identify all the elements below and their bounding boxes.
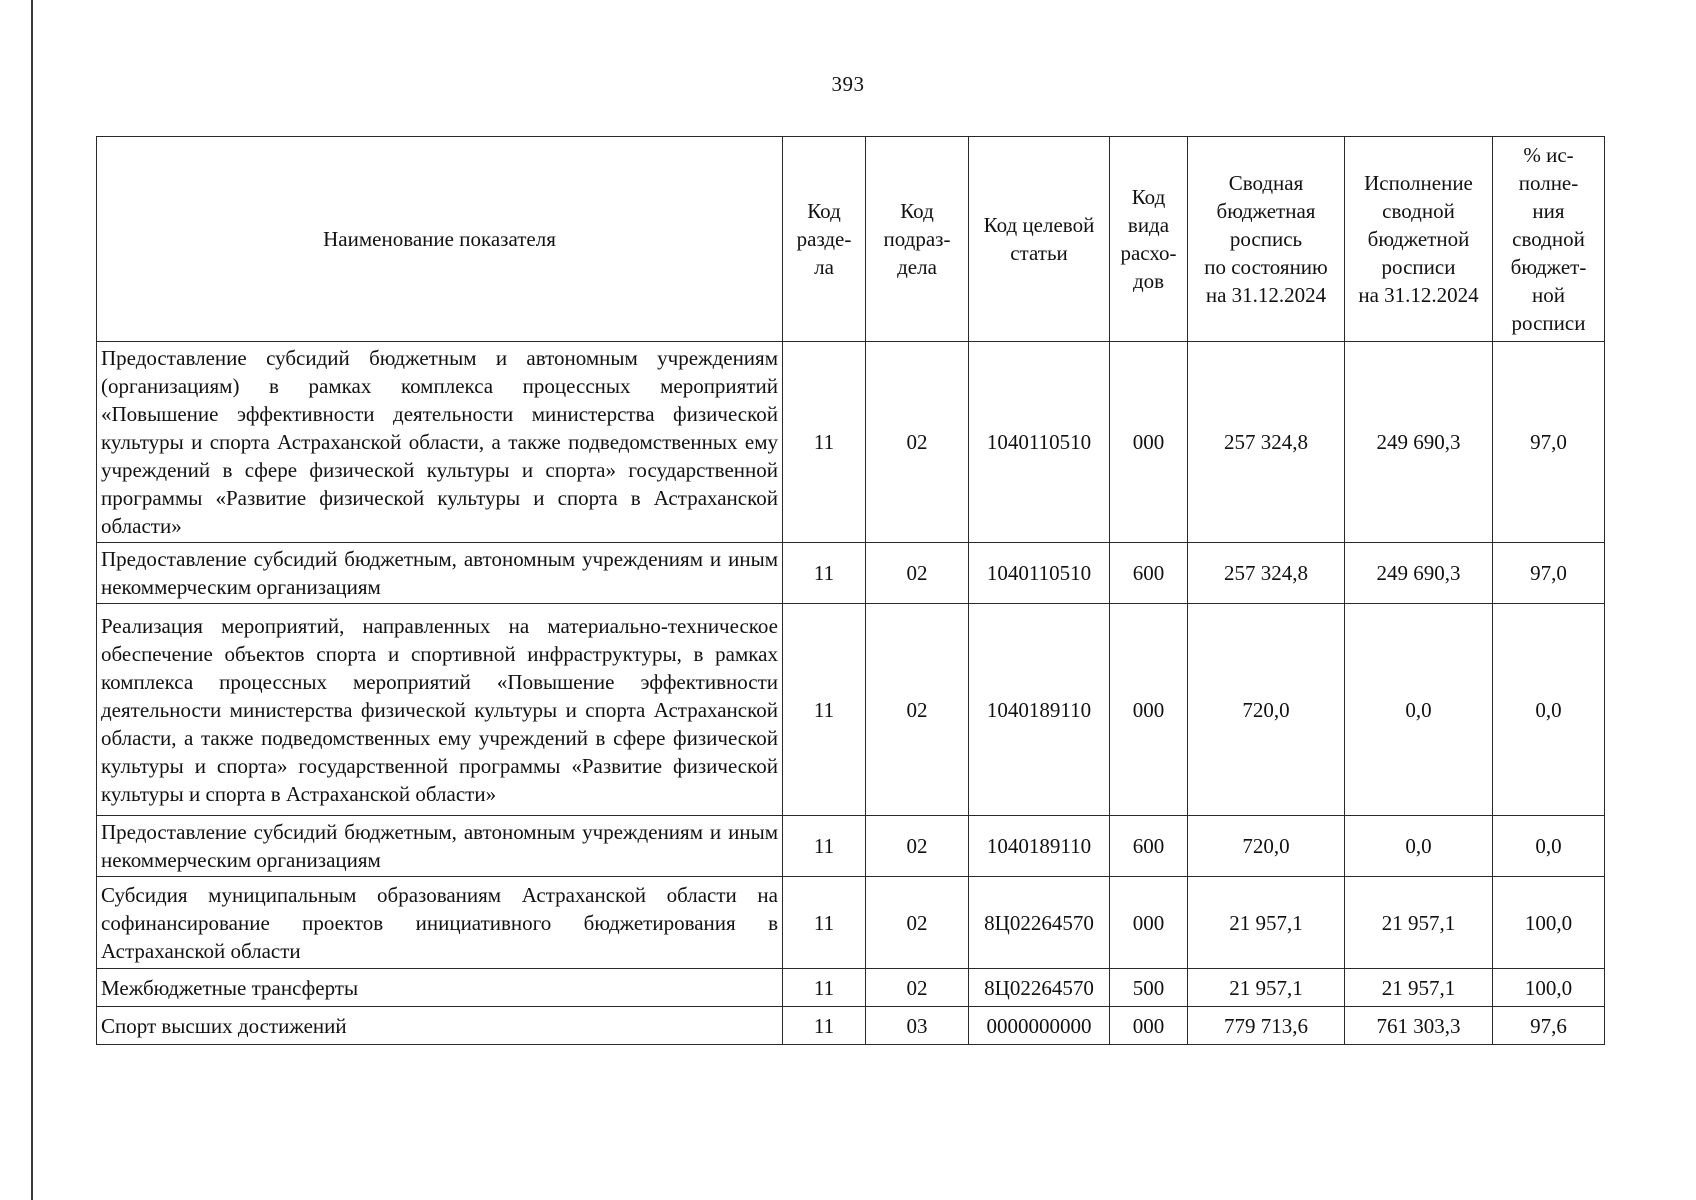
header-budget-plan	[1188, 137, 1345, 342]
row-subsection-code: 02	[866, 969, 969, 1007]
header-line: сводной	[1382, 199, 1455, 223]
row-name: Предоставление субсидий бюджетным, автономным учреждениям и иным некоммерческим организациям	[97, 543, 783, 604]
header-line: дела	[897, 255, 937, 279]
header-line: по состоянию	[1204, 255, 1328, 279]
header-line: росписи	[1381, 255, 1456, 279]
row-section-code: 11	[783, 604, 866, 816]
row-name: Предоставление субсидий бюджетным и автономным учреждениям (организациям) в рамках комплекса процессных мероприятий «Повышение эффективности деятельности министерства физической культуры и спорта Астраханской области, а также подведомственных ему учреждений в сфере физической культуры и спорта» государственной программы «Развитие физической культуры и спорта в Астраханской области»	[97, 342, 783, 543]
table-row	[97, 816, 1605, 877]
row-name: Предоставление субсидий бюджетным, автономным учреждениям и иным некоммерческим организациям	[97, 816, 783, 877]
row-budget-execution: 249 690,3	[1345, 342, 1493, 543]
row-expense-type-code: 000	[1110, 877, 1188, 969]
header-line: на 31.12.2024	[1358, 283, 1479, 307]
row-expense-type-code: 000	[1110, 604, 1188, 816]
row-budget-execution: 761 303,3	[1345, 1007, 1493, 1045]
row-target-code: 1040110510	[969, 543, 1110, 604]
header-section-code	[783, 137, 866, 342]
row-name: Субсидия муниципальным образованиям Астраханской области на софинансирование проектов инициативного бюджетирования в Астраханской области	[97, 877, 783, 969]
row-subsection-code: 03	[866, 1007, 969, 1045]
header-target-code	[969, 137, 1110, 342]
row-execution-percent: 97,0	[1493, 543, 1605, 604]
row-section-code: 11	[783, 969, 866, 1007]
row-expense-type-code: 500	[1110, 969, 1188, 1007]
table-body	[97, 342, 1605, 1045]
header-line: ла	[814, 255, 834, 279]
row-section-code: 11	[783, 816, 866, 877]
header-line: Сводная	[1228, 171, 1304, 195]
header-line: полне-	[1518, 171, 1579, 195]
row-budget-plan: 720,0	[1188, 816, 1345, 877]
header-line: на 31.12.2024	[1205, 283, 1327, 307]
row-subsection-code: 02	[866, 604, 969, 816]
header-line: бюджетная	[1216, 199, 1316, 223]
header-line: бюджетной	[1367, 227, 1470, 251]
table-row	[97, 342, 1605, 543]
header-execution-percent	[1493, 137, 1605, 342]
row-expense-type-code: 600	[1110, 816, 1188, 877]
header-expense-type-code	[1110, 137, 1188, 342]
table-row	[97, 604, 1605, 816]
row-budget-plan: 21 957,1	[1188, 969, 1345, 1007]
row-expense-type-code: 000	[1110, 342, 1188, 543]
header-line: вида	[1127, 213, 1170, 237]
table-row	[97, 877, 1605, 969]
row-subsection-code: 02	[866, 877, 969, 969]
header-line: Код целевой	[983, 213, 1095, 237]
row-budget-plan: 257 324,8	[1188, 342, 1345, 543]
table-row	[97, 543, 1605, 604]
header-line: Исполнение	[1364, 171, 1473, 195]
row-subsection-code: 02	[866, 543, 969, 604]
row-subsection-code: 02	[866, 342, 969, 543]
header-line: росписи	[1511, 311, 1586, 335]
row-target-code: 1040110510	[969, 342, 1110, 543]
header-line: бюджет-	[1510, 255, 1587, 279]
header-line: роспись	[1229, 227, 1303, 251]
header-line: ния	[1532, 199, 1565, 223]
header-subsection-code	[866, 137, 969, 342]
row-target-code: 8Ц02264570	[969, 877, 1110, 969]
row-target-code: 1040189110	[969, 604, 1110, 816]
row-execution-percent: 0,0	[1493, 604, 1605, 816]
binding-margin-line	[31, 0, 33, 1200]
header-line: % ис-	[1523, 143, 1574, 167]
header-line: Код	[807, 199, 841, 223]
page-number: 393	[831, 72, 865, 96]
header-line: Код	[1131, 185, 1166, 209]
header-line: Код	[900, 199, 934, 223]
budget-execution-table	[96, 136, 1605, 1045]
header-line: подраз-	[883, 227, 951, 251]
row-execution-percent: 97,0	[1493, 342, 1605, 543]
header-line: сводной	[1512, 227, 1585, 251]
row-execution-percent: 100,0	[1493, 877, 1605, 969]
row-budget-execution: 249 690,3	[1345, 543, 1493, 604]
row-section-code: 11	[783, 543, 866, 604]
row-section-code: 11	[783, 342, 866, 543]
row-section-code: 11	[783, 1007, 866, 1045]
row-budget-execution: 0,0	[1345, 604, 1493, 816]
table-row	[97, 1007, 1605, 1045]
row-budget-execution: 21 957,1	[1345, 969, 1493, 1007]
header-line: разде-	[796, 227, 852, 251]
table-row	[97, 969, 1605, 1007]
row-budget-plan: 257 324,8	[1188, 543, 1345, 604]
header-line: дов	[1132, 269, 1165, 293]
header-line: расхо-	[1120, 241, 1177, 265]
row-section-code: 11	[783, 877, 866, 969]
row-budget-plan: 720,0	[1188, 604, 1345, 816]
row-execution-percent: 0,0	[1493, 816, 1605, 877]
row-execution-percent: 97,6	[1493, 1007, 1605, 1045]
row-target-code: 8Ц02264570	[969, 969, 1110, 1007]
row-name: Спорт высших достижений	[97, 1007, 783, 1045]
row-expense-type-code: 000	[1110, 1007, 1188, 1045]
row-execution-percent: 100,0	[1493, 969, 1605, 1007]
row-budget-plan: 21 957,1	[1188, 877, 1345, 969]
row-budget-execution: 21 957,1	[1345, 877, 1493, 969]
row-name: Межбюджетные трансферты	[97, 969, 783, 1007]
row-budget-plan: 779 713,6	[1188, 1007, 1345, 1045]
header-line: ной	[1532, 283, 1565, 307]
row-budget-execution: 0,0	[1345, 816, 1493, 877]
row-target-code: 0000000000	[969, 1007, 1110, 1045]
row-subsection-code: 02	[866, 816, 969, 877]
row-expense-type-code: 600	[1110, 543, 1188, 604]
row-target-code: 1040189110	[969, 816, 1110, 877]
header-budget-execution	[1345, 137, 1493, 342]
row-name: Реализация мероприятий, направленных на материально-техническое обеспечение объектов спорта и спортивной инфраструктуры, в рамках комплекса процессных мероприятий «Повышение эффективности деятельности министерства физической культуры и спорта Астраханской области, а также подведомственных ему учреждений в сфере физической культуры и спорта» государственной программы «Развитие физической культуры и спорта в Астраханской области»	[97, 604, 783, 816]
header-line: статьи	[1010, 241, 1068, 265]
header-name: Наименование показателя	[97, 137, 783, 342]
table-header-row	[97, 137, 1605, 342]
